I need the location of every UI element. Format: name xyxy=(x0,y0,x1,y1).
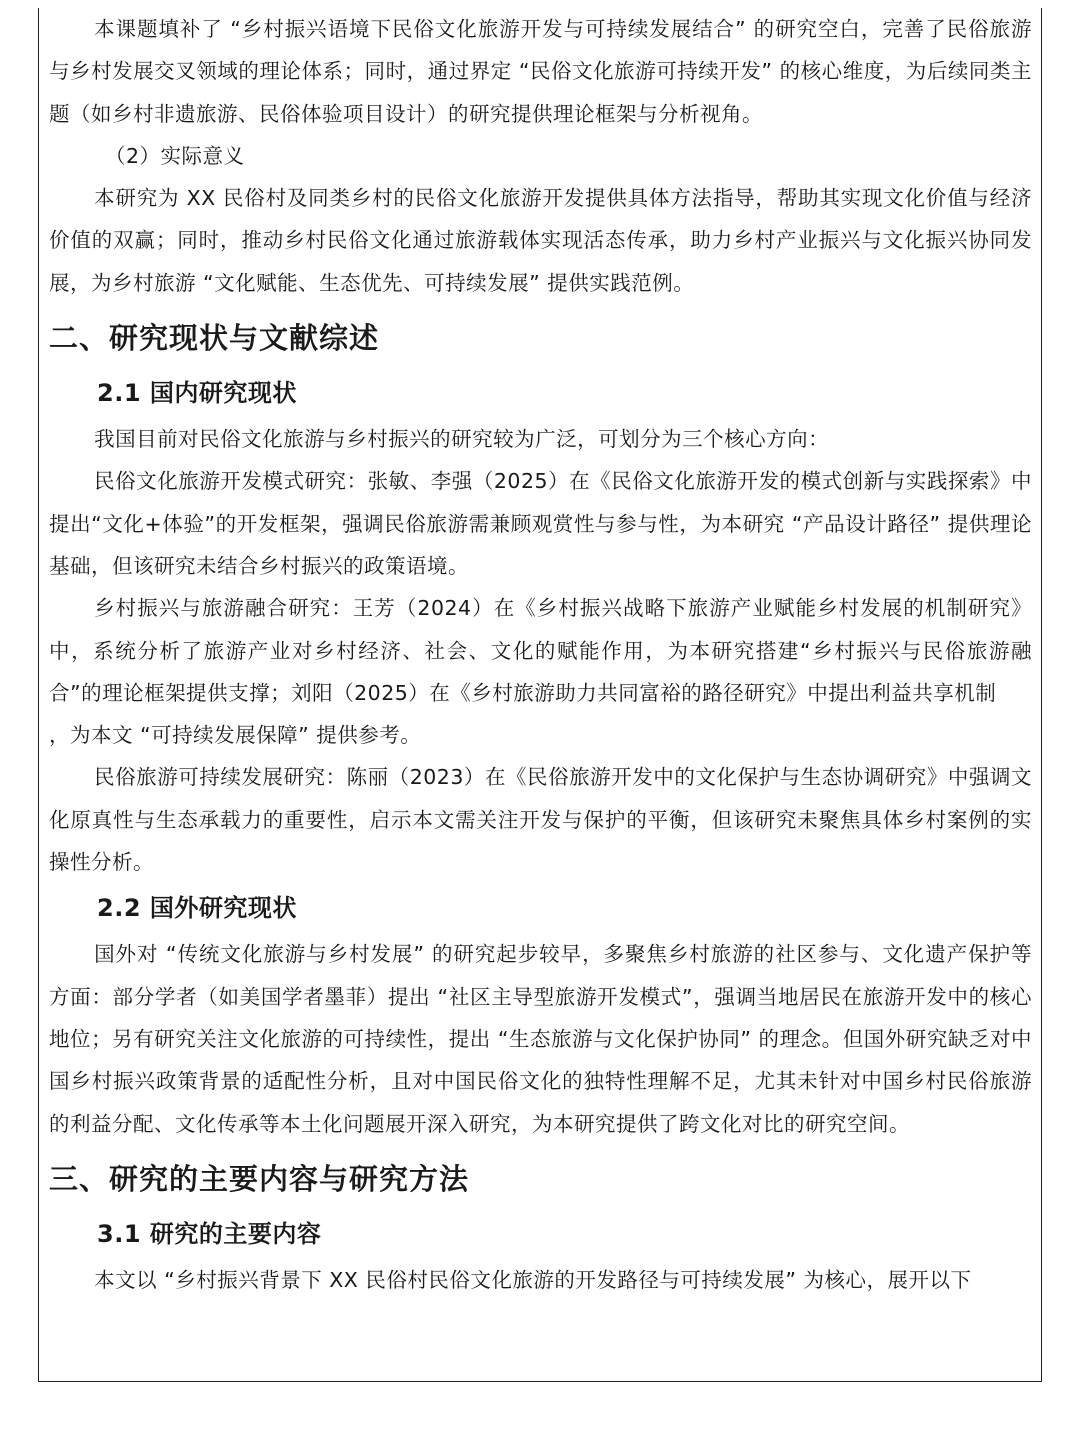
paragraph-foreign-research: 国外对 “传统文化旅游与乡村发展” 的研究起步较早，多聚焦乡村旅游的社区参与、文化遗产保护等方面：部分学者（如美国学者墨菲）提出 “社区主导型旅游开发模式”，强调当地居民在旅游开发中的核心地位；另有研究关注文化旅游的可持续性，提出 “生态旅游与文化保护协同” 的理念。但国外研究缺乏对中国乡村振兴政策背景的适配性分析，且对中国民俗文化的独特性理解不足，尤其未针对中国乡村民俗旅游的利益分配、文化传承等本土化问题展开深入研究，为本研究提供了跨文化对比的研究空间。 xyxy=(49,942,1032,1136)
section-2-2-title: 2.2 国外研究现状 xyxy=(97,894,297,923)
paragraph-folk-tourism-model: 民俗文化旅游开发模式研究：张敏、李强（2025）在《民俗文化旅游开发的模式创新与实践探索》中提出“文化+体验”的开发框架，强调民俗旅游需兼顾观赏性与参与性，为本研究 “产品设计路径” 提供理论基础，但该研究未结合乡村振兴的政策语境。 xyxy=(49,469,1032,578)
paragraph-domestic-overview: 我国目前对民俗文化旅游与乡村振兴的研究较为广泛，可划分为三个核心方向： xyxy=(94,427,830,452)
paragraph-sustainable-development: 民俗旅游可持续发展研究：陈丽（2023）在《民俗旅游开发中的文化保护与生态协调研究》中强调文化原真性与生态承载力的重要性，启示本文需关注开发与保护的平衡，但该研究未聚焦具体乡村案例的实操性分析。 xyxy=(49,765,1032,875)
paragraph-rural-revitalization-cont: ，为本文 “可持续发展保障” 提供参考。 xyxy=(49,723,422,748)
paragraph-rural-revitalization: 乡村振兴与旅游融合研究：王芳（2024）在《乡村振兴战略下旅游产业赋能乡村发展的机制研究》中，系统分析了旅游产业对乡村经济、社会、文化的赋能作用，为本研究搭建“乡村振兴与民俗旅游融合”的理论框架提供支撑；刘阳（2025）在《乡村旅游助力共同富裕的路径研究》中提出利益共享机制 xyxy=(49,596,1032,705)
paragraph-practical-significance: 本研究为 XX 民俗村及同类乡村的民俗文化旅游开发提供具体方法指导，帮助其实现文化价值与经济价值的双赢；同时，推动乡村民俗文化通过旅游载体实现活态传承，助力乡村产业振兴与文化振兴协同发展，为乡村旅游 “文化赋能、生态优先、可持续发展” 提供实践范例。 xyxy=(49,186,1032,295)
paragraph-theory-significance: 本课题填补了 “乡村振兴语境下民俗文化旅游开发与可持续发展结合” 的研究空白，完善了民俗旅游与乡村发展交叉领域的理论体系；同时，通过界定 “民俗文化旅游可持续开发” 的核心维度，为后续同类主题（如乡村非遗旅游、民俗体验项目设计）的研究提供理论框架与分析视角。 xyxy=(49,17,1032,126)
section-3-1-title: 3.1 研究的主要内容 xyxy=(97,1219,322,1248)
section-2-title: 二、研究现状与文献综述 xyxy=(49,321,380,356)
paragraph-main-content: 本文以 “乡村振兴背景下 XX 民俗村民俗文化旅游的开发路径与可持续发展” 为核心，展开以下 xyxy=(94,1267,972,1292)
practical-significance-heading: （2）实际意义 xyxy=(105,143,245,168)
section-3-title: 三、研究的主要内容与研究方法 xyxy=(49,1161,470,1196)
document-frame xyxy=(38,8,1042,1382)
section-2-1-title: 2.1 国内研究现状 xyxy=(97,379,297,408)
